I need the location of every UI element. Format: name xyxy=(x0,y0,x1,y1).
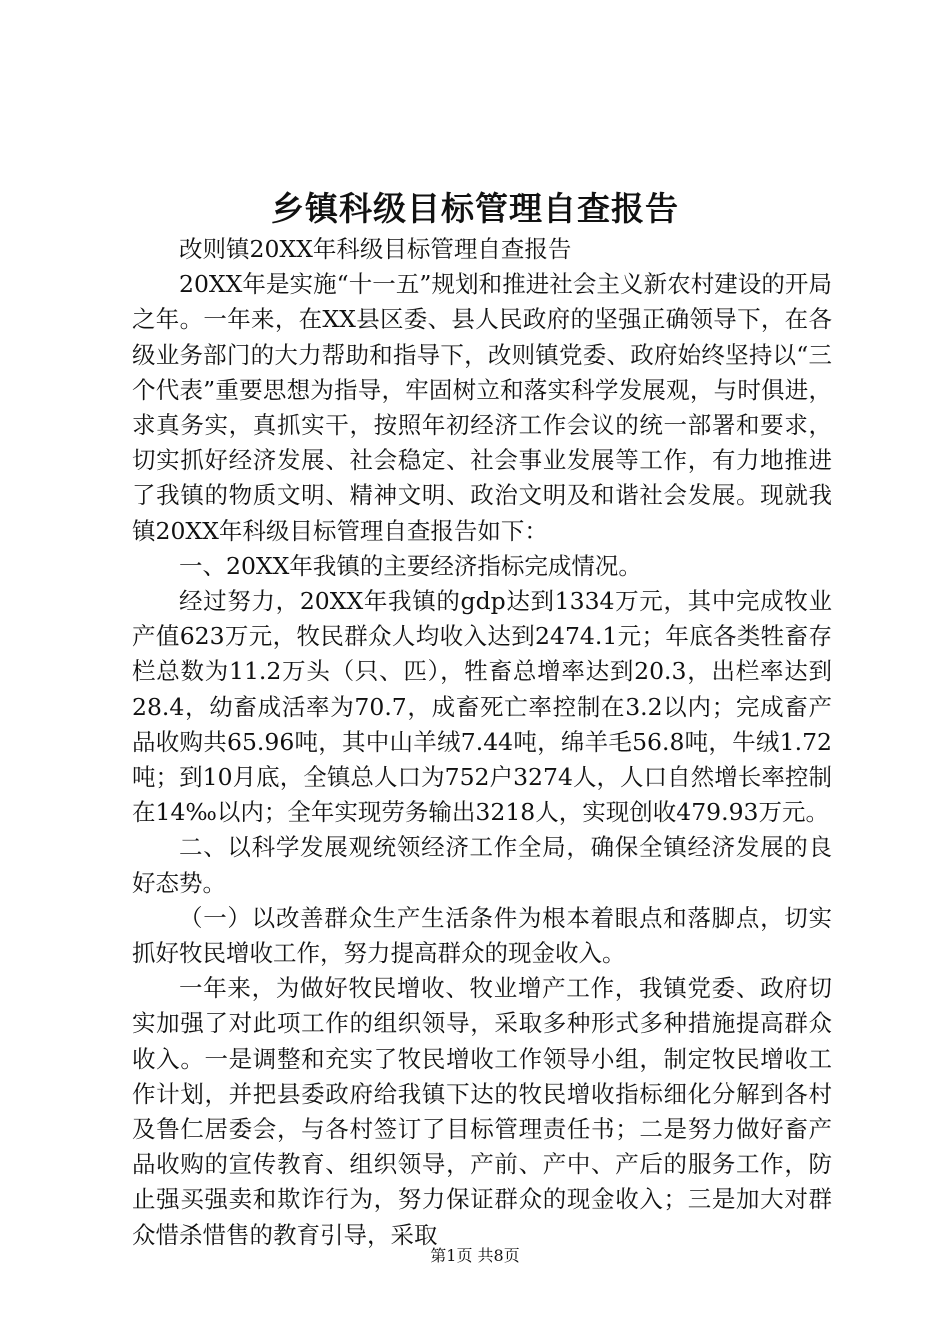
paragraph-introduction: 20XX年是实施“十一五”规划和推进社会主义新农村建设的开局之年。一年来，在XX县区委、县人民政府的坚强正确领导下，在各级业务部门的大力帮助和指导下，改则镇党委、政府始终坚持以“三个代表”重要思想为指导，牢固树立和落实科学发展观，与时俱进，求真务实，真抓实干，按照年初经济工作会议的统一部署和要求，切实抓好经济发展、社会稳定、社会事业发展等工作，有力地推进了我镇的物质文明、精神文明、政治文明及和谐社会发展。现就我镇20XX年科级目标管理自查报告如下： xyxy=(132,270,832,545)
document-title: 乡镇科级目标管理自查报告 xyxy=(271,189,679,228)
section-heading-1: 一、20XX年我镇的主要经济指标完成情况。 xyxy=(179,551,642,580)
page-number-footer: 第1页 共8页 xyxy=(430,1246,520,1265)
paragraph-economic-indicators: 经过努力，20XX年我镇的gdp达到1334万元，其中完成牧业产值623万元，牧民群众人均收入达到2474.1元；年底各类牲畜存栏总数为11.2万头（只、匹），牲畜总增率达到20.3，出栏率达到28.4，幼畜成活率为70.7，成畜死亡率控制在3.2以内；完成畜产品收购共65.96吨，其中山羊绒7.44吨，绵羊毛56.8吨，牛绒1.72吨；到10月底，全镇总人口为752户3274人，人口自然增长率控制在14‰以内；全年实现劳务输出3218人，实现创收479.93万元。 xyxy=(132,587,832,827)
subsection-heading-1: （一）以改善群众生产生活条件为根本着眼点和落脚点，切实抓好牧民增收工作，努力提高群众的现金收入。 xyxy=(132,903,832,968)
section-heading-2: 二、以科学发展观统领经济工作全局，确保全镇经济发展的良好态势。 xyxy=(132,833,832,897)
document-body xyxy=(132,232,832,1253)
paragraph-income-measures: 一年来，为做好牧民增收、牧业增产工作，我镇党委、政府切实加强了对此项工作的组织领导，采取多种形式多种措施提高群众收入。一是调整和充实了牧民增收工作领导小组，制定牧民增收工作计划，并把县委政府给我镇下达的牧民增收指标细化分解到各村及鲁仁居委会，与各村签订了目标管理责任书；二是努力做好畜产品收购的宣传教育、组织领导，产前、产中、产后的服务工作，防止强买强卖和欺诈行为，努力保证群众的现金收入；三是加大对群众惜杀惜售的教育引导，采取 xyxy=(132,974,832,1249)
paragraph-subtitle: 改则镇20XX年科级目标管理自查报告 xyxy=(179,235,572,263)
